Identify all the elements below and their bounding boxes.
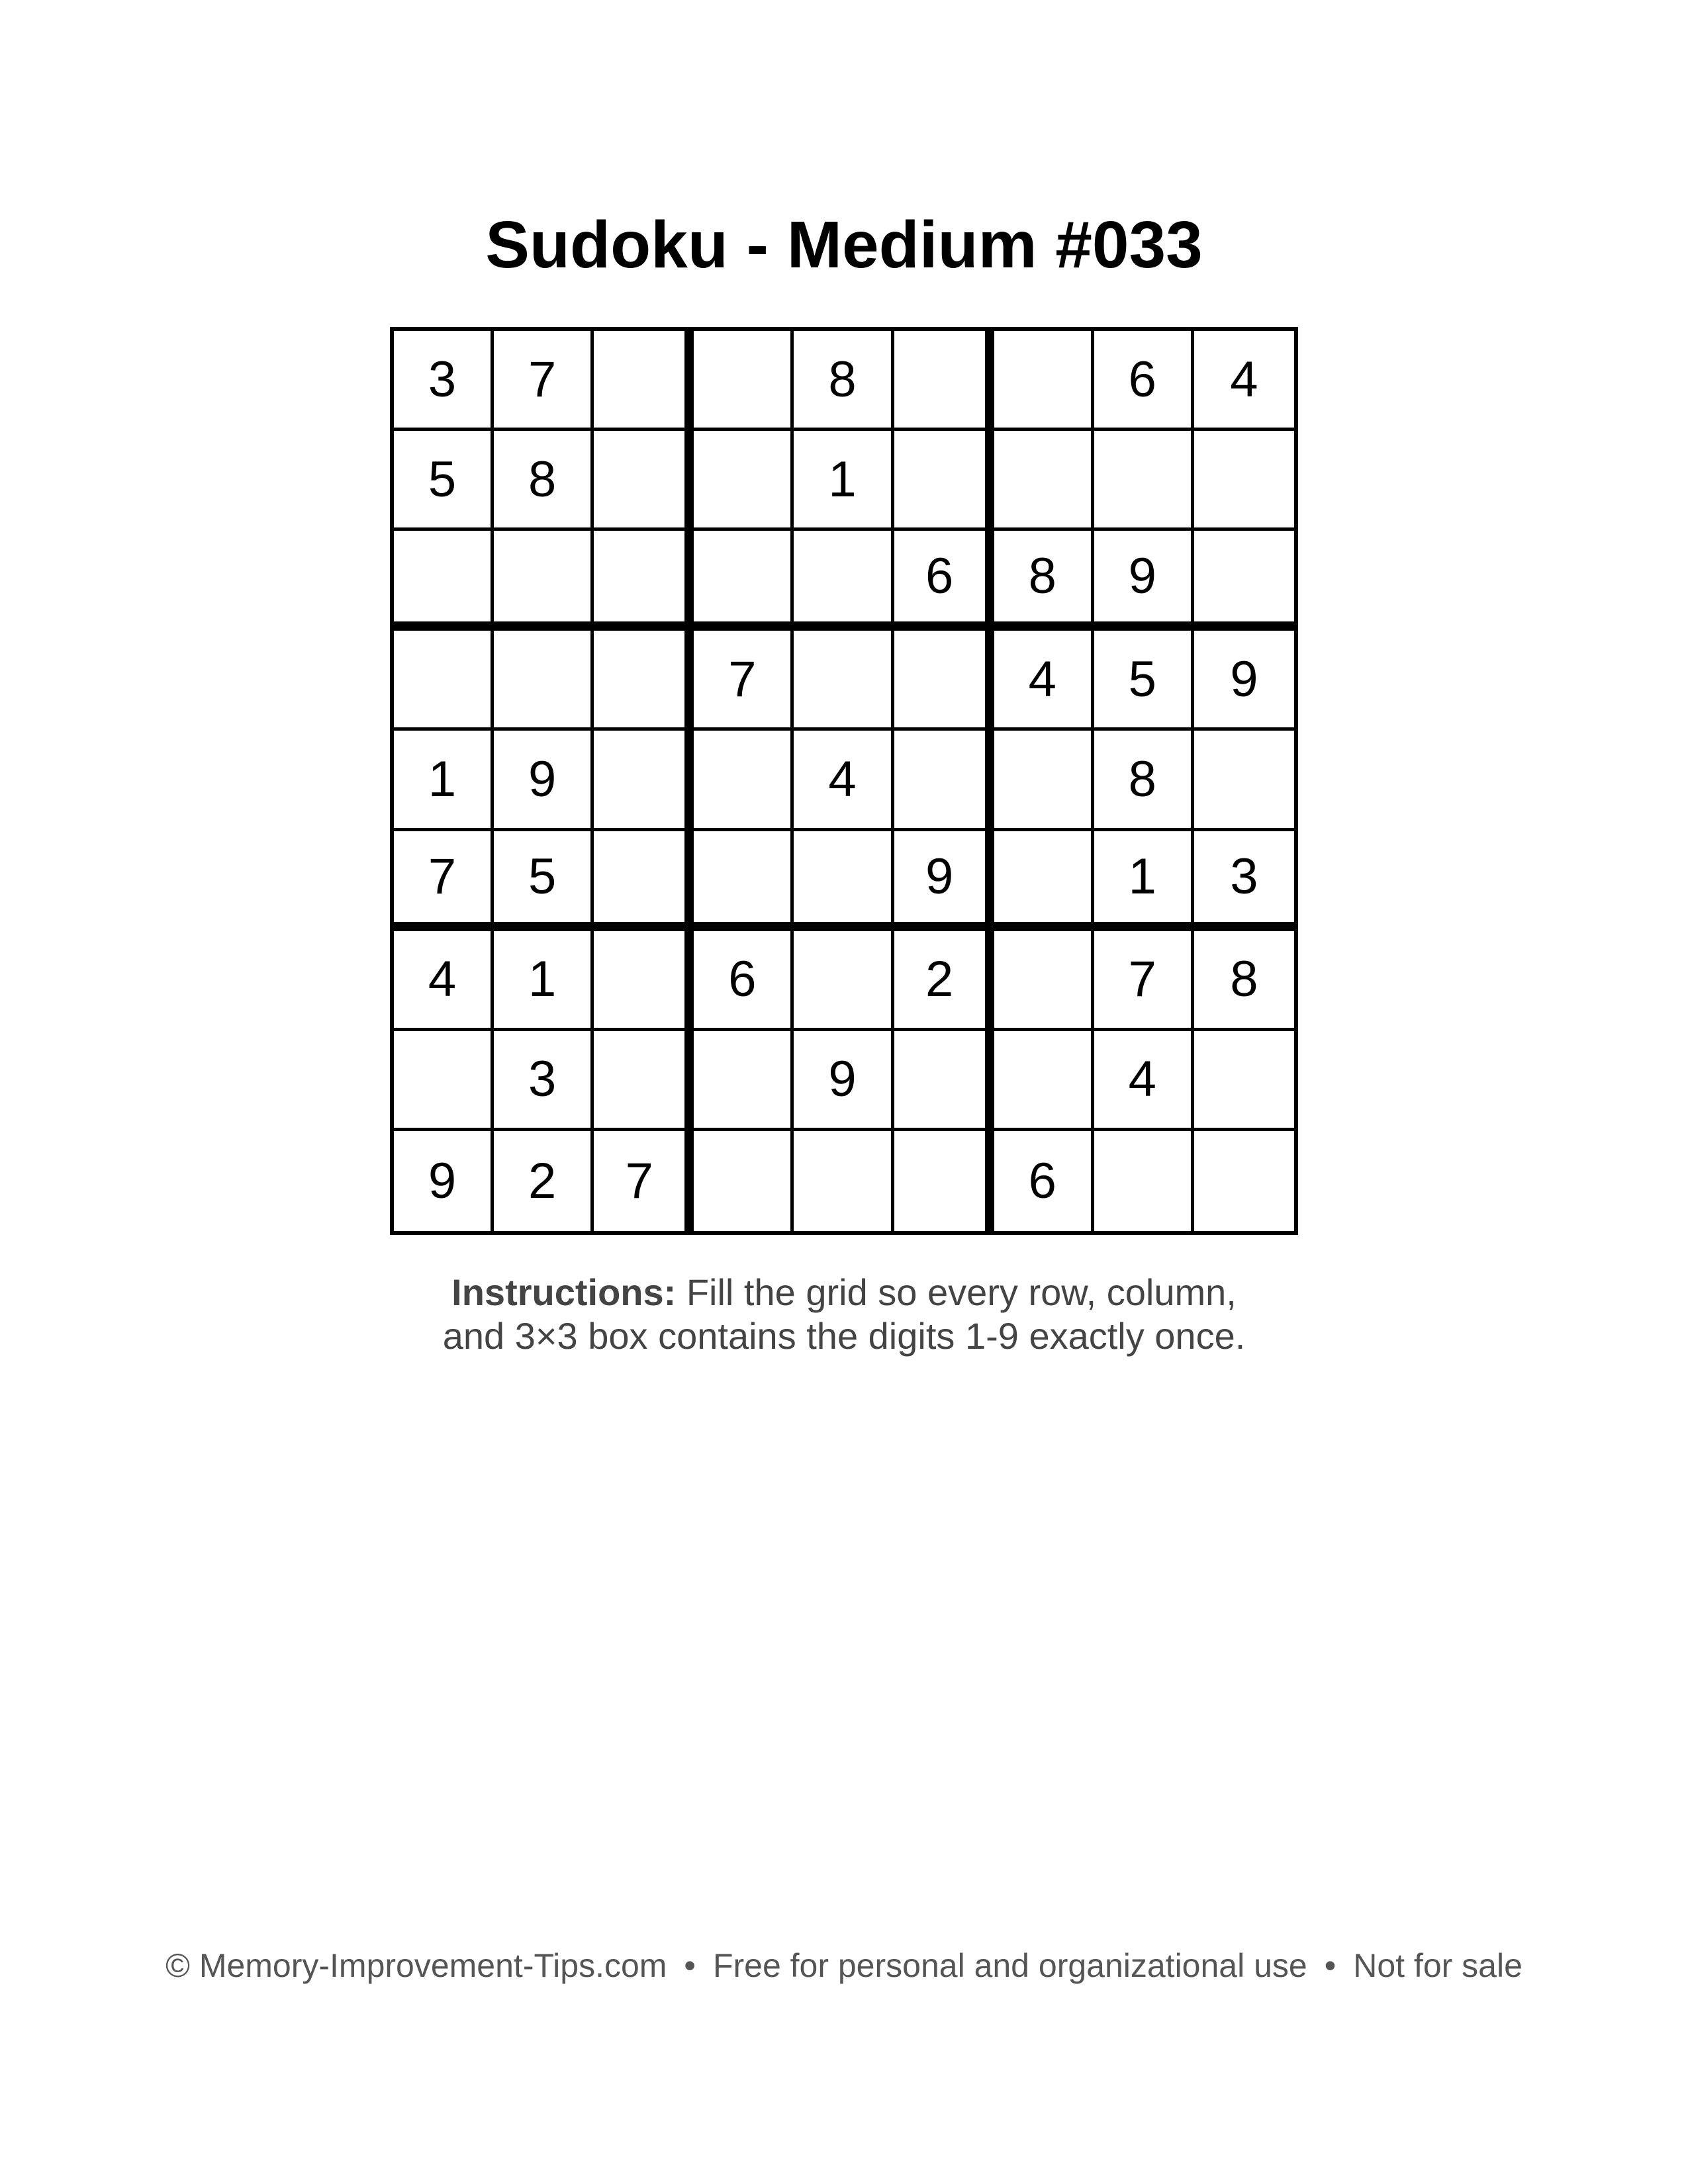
footer-sale: Not for sale (1353, 1947, 1523, 1984)
sudoku-cell-r2c3 (594, 431, 694, 531)
sudoku-cell-r2c4 (694, 431, 794, 531)
footer-copyright: © Memory-Improvement-Tips.com (165, 1947, 667, 1984)
sudoku-cell-r1c5: 8 (794, 331, 894, 431)
sudoku-cell-r4c8: 5 (1094, 631, 1194, 731)
instructions (0, 1271, 1688, 1358)
sudoku-cell-r2c8 (1094, 431, 1194, 531)
sudoku-cell-r7c5 (794, 931, 894, 1031)
sudoku-cell-r4c5 (794, 631, 894, 731)
footer-separator: • (1324, 1947, 1336, 1984)
sudoku-cell-r6c7 (994, 831, 1094, 931)
sudoku-cell-r6c8: 1 (1094, 831, 1194, 931)
sudoku-cell-r7c8: 7 (1094, 931, 1194, 1031)
sudoku-cell-r2c6 (894, 431, 994, 531)
sudoku-cell-r4c3 (594, 631, 694, 731)
sudoku-cell-r1c3 (594, 331, 694, 431)
sudoku-cell-r9c6 (894, 1131, 994, 1231)
instructions-line-1 (0, 1271, 1688, 1314)
sudoku-cell-r4c7: 4 (994, 631, 1094, 731)
sudoku-cell-r2c9 (1194, 431, 1294, 531)
sudoku-cell-r3c4 (694, 531, 794, 631)
sudoku-cell-r2c1: 5 (394, 431, 494, 531)
sudoku-cell-r9c7: 6 (994, 1131, 1094, 1231)
sudoku-cell-r8c6 (894, 1031, 994, 1131)
sudoku-cell-r8c1 (394, 1031, 494, 1131)
footer-usage: Free for personal and organizational use (712, 1947, 1307, 1984)
sudoku-cell-r5c1: 1 (394, 731, 494, 831)
sudoku-cell-r1c8: 6 (1094, 331, 1194, 431)
sudoku-cell-r8c5: 9 (794, 1031, 894, 1131)
instructions-label: Instructions: (451, 1271, 677, 1313)
sudoku-cell-r3c5 (794, 531, 894, 631)
sudoku-cell-r3c8: 9 (1094, 531, 1194, 631)
sudoku-cell-r9c4 (694, 1131, 794, 1231)
sudoku-cell-r7c2: 1 (494, 931, 594, 1031)
sudoku-cell-r5c5: 4 (794, 731, 894, 831)
sudoku-cell-r3c6: 6 (894, 531, 994, 631)
sudoku-cell-r2c5: 1 (794, 431, 894, 531)
instructions-text-2: and 3×3 box contains the digits 1-9 exactly once. (442, 1315, 1246, 1357)
page-title: Sudoku - Medium #033 (485, 208, 1203, 282)
sudoku-cell-r6c4 (694, 831, 794, 931)
sudoku-cell-r2c7 (994, 431, 1094, 531)
sudoku-cell-r5c8: 8 (1094, 731, 1194, 831)
sudoku-cell-r4c9: 9 (1194, 631, 1294, 731)
sudoku-cell-r3c3 (594, 531, 694, 631)
sudoku-cell-r5c7 (994, 731, 1094, 831)
sudoku-cell-r7c6: 2 (894, 931, 994, 1031)
sudoku-cell-r8c9 (1194, 1031, 1294, 1131)
sudoku-cell-r6c6: 9 (894, 831, 994, 931)
sudoku-cell-r7c4: 6 (694, 931, 794, 1031)
sudoku-cell-r5c4 (694, 731, 794, 831)
sudoku-cell-r1c7 (994, 331, 1094, 431)
instructions-text-1: Fill the grid so every row, column, (676, 1271, 1237, 1313)
sudoku-cell-r9c2: 2 (494, 1131, 594, 1231)
sudoku-cell-r1c2: 7 (494, 331, 594, 431)
sudoku-cell-r5c3 (594, 731, 694, 831)
sudoku-cell-r4c4: 7 (694, 631, 794, 731)
sudoku-cell-r7c9: 8 (1194, 931, 1294, 1031)
sudoku-cell-r9c3: 7 (594, 1131, 694, 1231)
sudoku-cell-r6c9: 3 (1194, 831, 1294, 931)
sudoku-cell-r7c7 (994, 931, 1094, 1031)
sudoku-grid (390, 327, 1298, 1235)
sudoku-cell-r5c2: 9 (494, 731, 594, 831)
sudoku-cell-r3c1 (394, 531, 494, 631)
sudoku-cell-r5c9 (1194, 731, 1294, 831)
footer-separator: • (684, 1947, 696, 1984)
sudoku-cell-r3c7: 8 (994, 531, 1094, 631)
sudoku-cell-r7c1: 4 (394, 931, 494, 1031)
sudoku-cell-r6c2: 5 (494, 831, 594, 931)
sudoku-cell-r8c4 (694, 1031, 794, 1131)
footer (0, 1942, 1688, 1989)
sudoku-cell-r2c2: 8 (494, 431, 594, 531)
sudoku-cell-r1c6 (894, 331, 994, 431)
sudoku-cell-r9c9 (1194, 1131, 1294, 1231)
sudoku-cell-r8c2: 3 (494, 1031, 594, 1131)
sudoku-cell-r1c4 (694, 331, 794, 431)
sudoku-cell-r6c3 (594, 831, 694, 931)
sudoku-cell-r8c7 (994, 1031, 1094, 1131)
sudoku-cell-r1c9: 4 (1194, 331, 1294, 431)
sudoku-cell-r5c6 (894, 731, 994, 831)
sudoku-cell-r4c2 (494, 631, 594, 731)
sudoku-cell-r4c1 (394, 631, 494, 731)
sudoku-cell-r9c5 (794, 1131, 894, 1231)
sudoku-cell-r6c5 (794, 831, 894, 931)
sudoku-cell-r1c1: 3 (394, 331, 494, 431)
sudoku-cell-r9c8 (1094, 1131, 1194, 1231)
sudoku-cell-r3c2 (494, 531, 594, 631)
sudoku-cell-r8c8: 4 (1094, 1031, 1194, 1131)
sudoku-cell-r6c1: 7 (394, 831, 494, 931)
sudoku-cell-r4c6 (894, 631, 994, 731)
sudoku-cell-r3c9 (1194, 531, 1294, 631)
sudoku-cell-r9c1: 9 (394, 1131, 494, 1231)
sudoku-cell-r7c3 (594, 931, 694, 1031)
sudoku-cell-r8c3 (594, 1031, 694, 1131)
